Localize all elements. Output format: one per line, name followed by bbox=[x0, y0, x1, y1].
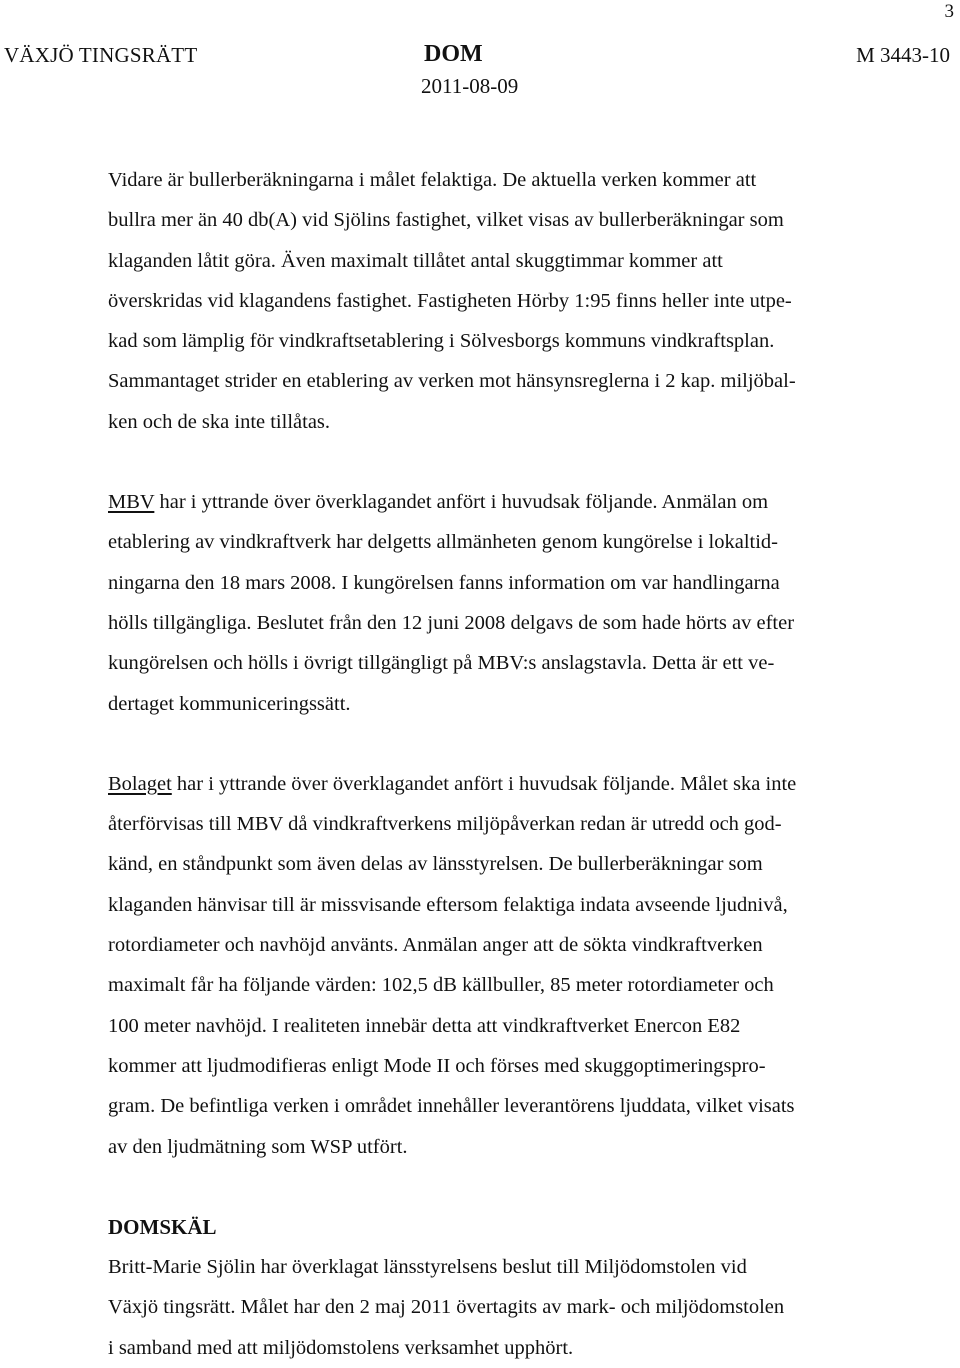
text-line: Britt-Marie Sjölin har överklagat länsstyrelsens beslut till Miljödomstolen vid bbox=[108, 1256, 747, 1279]
text-line: kad som lämplig för vindkraftsetablering i Sölvesborgs kommuns vindkraftsplan. bbox=[108, 330, 775, 353]
section-heading: DOMSKÄL bbox=[108, 1214, 217, 1239]
text-line: överskridas vid klagandens fastighet. Fastigheten Hörby 1:95 finns heller inte utpe- bbox=[108, 289, 792, 312]
text-line: kommer att ljudmodifieras enligt Mode II och förses med skuggoptimeringspro- bbox=[108, 1054, 766, 1077]
court-name: VÄXJÖ TINGSRÄTT bbox=[4, 43, 198, 67]
page-number: 3 bbox=[944, 1, 954, 22]
text-line: gram. De befintliga verken i området innehåller leverantörens ljuddata, vilket visats bbox=[108, 1095, 795, 1118]
text-line: etablering av vindkraftverk har delgetts allmänheten genom kungörelse i lokaltid- bbox=[108, 531, 779, 554]
text-line: kungörelsen och hölls i övrigt tillgängligt på MBV:s anslagstavla. Detta är ett ve- bbox=[108, 652, 775, 675]
paragraph-mbv-response bbox=[108, 482, 893, 724]
text-fragment: har i yttrande över överklagandet anfört i huvudsak följande. Anmälan om bbox=[154, 491, 769, 514]
document-body bbox=[108, 160, 893, 1368]
paragraph-appellant-claims bbox=[108, 160, 893, 442]
text-line: hölls tillgängliga. Beslutet från den 12 juni 2008 delgavs de som hade hörts av efter bbox=[108, 611, 795, 634]
text-line: känd, en ståndpunkt som även delas av länsstyrelsen. De bullerberäkningar som bbox=[108, 853, 763, 876]
paragraph-company-response bbox=[108, 764, 893, 1167]
text-line: ningarna den 18 mars 2008. I kungörelsen fanns information om var handlingarna bbox=[108, 571, 780, 594]
section-domskal bbox=[108, 1207, 893, 1368]
text-line: dertaget kommuniceringssätt. bbox=[108, 692, 351, 715]
text-line bbox=[108, 482, 893, 522]
text-line: bullra mer än 40 db(A) vid Sjölins fastighet, vilket visas av bullerberäkningar som bbox=[108, 209, 784, 232]
text-line: 100 meter navhöjd. I realiteten innebär detta att vindkraftverket Enercon E82 bbox=[108, 1014, 741, 1037]
party-name-mbv: MBV bbox=[108, 491, 155, 514]
party-name-bolaget: Bolaget bbox=[108, 772, 172, 795]
case-number: M 3443-10 bbox=[856, 43, 950, 67]
text-line: Växjö tingsrätt. Målet har den 2 maj 2011 övertagits av mark- och miljödomstolen bbox=[108, 1296, 785, 1319]
document-date: 2011-08-09 bbox=[421, 74, 519, 98]
text-line: rotordiameter och navhöjd använts. Anmälan anger att de sökta vindkraftverken bbox=[108, 934, 763, 957]
text-line bbox=[108, 764, 893, 804]
text-line: återförvisas till MBV då vindkraftverkens miljöpåverkan redan är utredd och god- bbox=[108, 813, 782, 836]
text-line: ken och de ska inte tillåtas. bbox=[108, 410, 331, 433]
text-line: klaganden hänvisar till är missvisande eftersom felaktiga indata avseende ljudnivå, bbox=[108, 893, 788, 916]
text-line: Vidare är bullerberäkningarna i målet felaktiga. De aktuella verken kommer att bbox=[108, 169, 757, 191]
text-line: av den ljudmätning som WSP utfört. bbox=[108, 1135, 408, 1158]
text-line: klaganden låtit göra. Även maximalt tillåtet antal skuggtimmar kommer att bbox=[108, 249, 723, 272]
document-header bbox=[4, 40, 950, 100]
text-line: Sammantaget strider en etablering av verken mot hänsynsreglerna i 2 kap. miljöbal- bbox=[108, 370, 796, 393]
text-line: maximalt får ha följande värden: 102,5 dB källbuller, 85 meter rotordiameter och bbox=[108, 974, 774, 997]
text-fragment: har i yttrande över överklagandet anfört i huvudsak följande. Målet ska inte bbox=[171, 772, 797, 795]
document-type: DOM bbox=[424, 41, 483, 67]
text-line: i samband med att miljödomstolens verksamhet upphört. bbox=[108, 1336, 574, 1359]
